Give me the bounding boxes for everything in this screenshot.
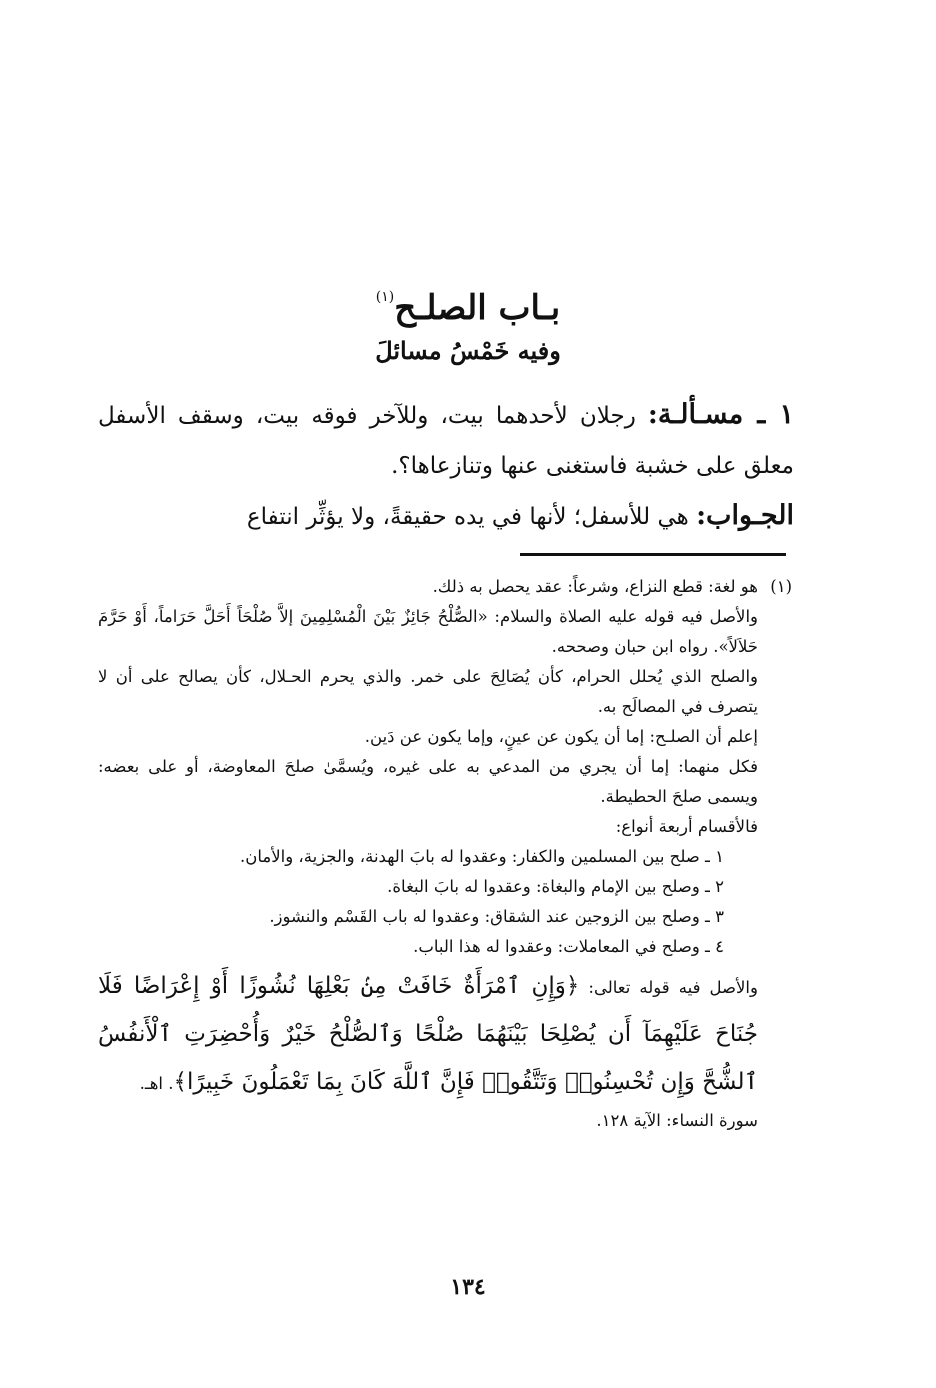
chapter-subtitle: وفيه خَمْسُ مسائلَ xyxy=(375,336,561,365)
question-1-text: رجلان لأحدهما بيت، وللآخر فوقه بيت، وسقف الأسفل معلق على خشبة فاستغنى عنها وتنازعاها؟. xyxy=(98,403,794,479)
quran-citation xyxy=(98,962,758,1106)
question-1 xyxy=(98,390,794,491)
list-item: ١ ـ صلح بين المسلمين والكفار: وعقدوا له بابَ الهدنة، والجزية، والأمان. xyxy=(240,847,724,866)
chapter-footnote-ref: (١) xyxy=(375,289,395,305)
quran-intro: والأصل فيه قوله تعالى: xyxy=(588,978,758,997)
list-item: ٣ ـ وصلح بين الزوجين عند الشقاق: وعقدوا له باب القَسْم والنشوز. xyxy=(269,907,724,926)
quran-source: سورة النساء: الآية ١٢٨. xyxy=(596,1111,758,1130)
chapter-title-text: بـاب الصلـح xyxy=(394,288,561,328)
footnote-1 xyxy=(98,572,792,1136)
main-text xyxy=(98,390,794,542)
footnote-divider xyxy=(520,553,786,556)
quran-verse: ﴿وَإِنِ ٱمْرَأَةٌ خَافَتْ مِنۢ بَعْلِهَا نُشُوزًا أَوْ إِعْرَاضًا فَلَا جُنَاحَ عَلَيْهِمَآ أَن يُصْلِحَا بَيْنَهُمَا صُلْحًا وَٱلصُّلْحُ خَيْرٌ وَأُحْضِرَتِ ٱلْأَنفُسُ ٱلشُّحَّ وَإِن تُحْسِنُوا۟ وَتَتَّقُوا۟ فَإِنَّ ٱللَّهَ كَانَ بِمَا تَعْمَلُونَ خَبِيرًا﴾ xyxy=(98,973,758,1095)
footnote-line: إعلم أن الصلـح: إما أن يكون عن عينٍ، وإما يكون عن دَين. xyxy=(364,727,758,746)
footnote-line: فالأقسام أربعة أنواع: xyxy=(615,817,758,836)
chapter-title xyxy=(0,272,936,333)
footnote-line: والأصل فيه قوله عليه الصلاة والسلام: «الصُّلْحُ جَائِزٌ بَيْنَ الْمُسْلِمِينَ إلاَّ صُلْحَاً أَحَلَّ حَرَاماً، أَوْ حَرَّمَ حَلاَلاً». رواه ابن حبان وصححه. xyxy=(98,607,758,656)
list-item: ٢ ـ وصلح بين الإمام والبغاة: وعقدوا له بابَ البغاة. xyxy=(387,877,724,896)
chapter-heading xyxy=(0,272,936,369)
list-item: ٤ ـ وصلح في المعاملات: وعقدوا له هذا الباب. xyxy=(413,937,724,956)
footnote-line: هو لغة: قطع النزاع، وشرعاً: عقد يحصل به ذلك. xyxy=(432,577,758,596)
footnote-line: والصلح الذي يُحلل الحرام، كأن يُصَالِحَ على خمر. والذي يحرم الحـلال، كأن يصالح على أن لا يتصرف في المصالَح به. xyxy=(98,667,758,716)
footnote-line: فكل منهما: إما أن يجري من المدعي به على غيره، ويُسمَّىٰ صلحَ المعاوضة، أو على بعضه: ويسمى صلحَ الحطيطة. xyxy=(98,757,758,806)
answer-1-heading: الجـواب: xyxy=(696,500,794,531)
page-number: ١٣٤ xyxy=(450,1274,486,1300)
question-1-heading: ١ ـ مسـألـة: xyxy=(647,399,794,430)
footnote-1-number: (١) xyxy=(770,577,792,596)
answer-1-text: هي للأسفل؛ لأنها في يده حقيقةً، ولا يؤثِّر انتفاع xyxy=(246,504,689,530)
answer-1 xyxy=(98,491,794,542)
quran-end: . اهـ. xyxy=(139,1074,174,1093)
footnotes xyxy=(98,572,792,1136)
